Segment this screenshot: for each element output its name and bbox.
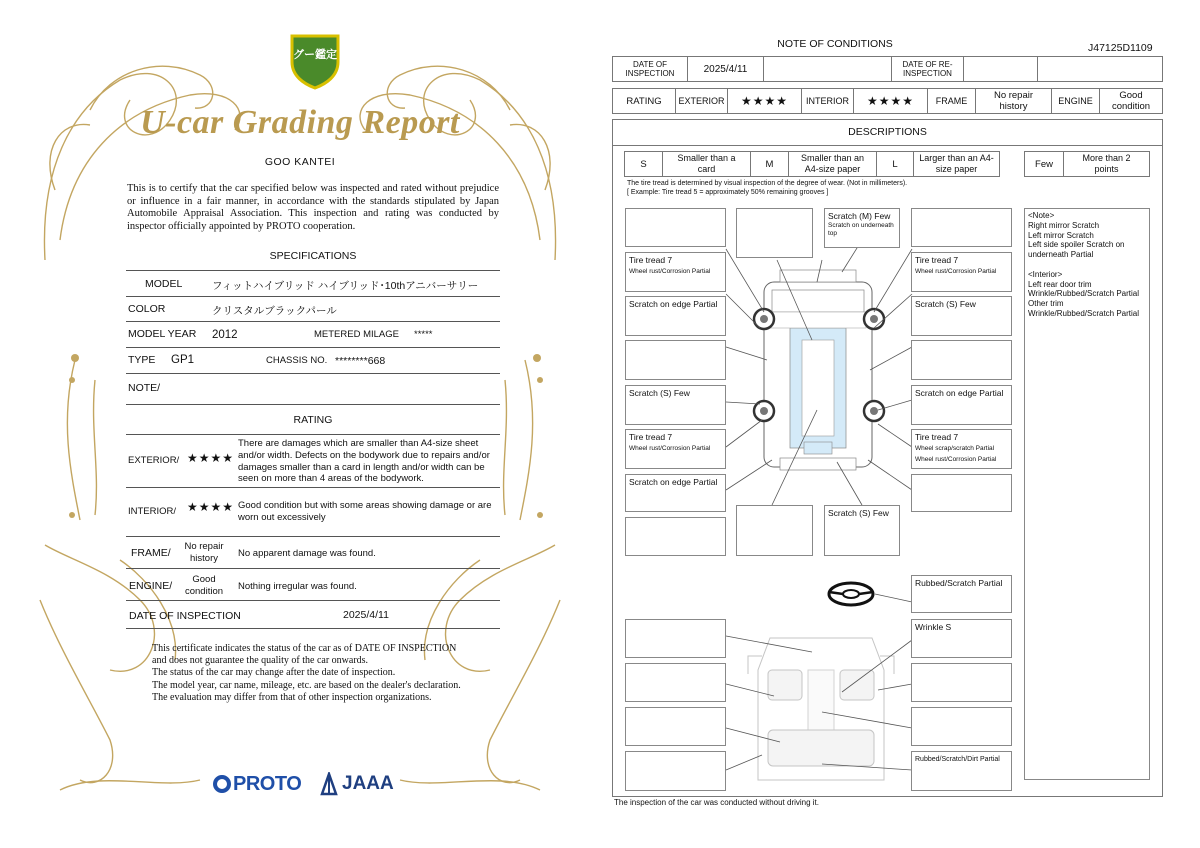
frame-value: No repair history (975, 89, 1051, 113)
damage-box-empty (625, 208, 726, 247)
frame-label: FRAME/ (131, 547, 171, 559)
engine-value: Good condition (184, 574, 224, 597)
steering-wheel-icon (829, 583, 873, 605)
damage-box-left-front-tire (625, 252, 726, 292)
damage-label: Tire tread 7 (915, 432, 959, 442)
jaaa-logo-text: JAAA (342, 773, 394, 794)
interior-label: INTERIOR (801, 89, 853, 113)
metered-mileage-label: METERED MILAGE (314, 329, 399, 340)
damage-label: Tire tread 7 (629, 432, 673, 442)
damage-box-left-scratch: Scratch (S) Few (625, 385, 726, 425)
legend-s-desc: Smaller than a card (662, 152, 750, 176)
interior-box-rubbed: Rubbed/Scratch/Dirt Partial (911, 751, 1012, 791)
engine-label: ENGINE (1051, 89, 1099, 113)
date-of-inspection-label: DATE OF INSPECTION (129, 610, 241, 622)
footer-line: This certificate indicates the status of the car as of DATE OF INSPECTION and does not guarantee the quality of the car onwards. (152, 643, 457, 667)
engine-description: Nothing irregular was found. (238, 581, 357, 592)
notes-panel: <Note> Right mirror Scratch Left mirror Scratch Left side spoiler Scratch on underneath Partial <Interior> Left rear door trim Wrinkle/Rubbed/Scratch Partial Other trim Wrinkle/Rubbed/Scratch Partial (1024, 208, 1150, 780)
frame-description: No apparent damage was found. (238, 548, 376, 559)
sheet-footer: The inspection of the car was conducted without driving it. (614, 798, 819, 807)
damage-box-empty (736, 505, 813, 556)
date-blank (763, 57, 891, 81)
interior-box-wrinkle: Wrinkle S (911, 619, 1012, 658)
damage-box-empty (736, 208, 813, 258)
legend-s: S (640, 158, 647, 170)
interior-box-empty (625, 751, 726, 791)
interior-box-empty (625, 663, 726, 702)
legend-l-desc: Larger than an A4-size paper (913, 152, 999, 176)
specifications-heading: SPECIFICATIONS (269, 250, 357, 262)
date-of-reinspection-label: DATE OF RE-INSPECTION (891, 57, 963, 81)
frame-label: FRAME (927, 89, 975, 113)
date-row (612, 56, 1163, 82)
damage-box-top (824, 208, 900, 248)
model-label: MODEL (145, 278, 183, 290)
damage-box-right-front-tire (911, 252, 1012, 292)
legend-few-desc: More than 2 points (1063, 152, 1149, 176)
car-top-view (754, 270, 884, 470)
type-value: GP1 (171, 354, 195, 366)
interior-box-empty (911, 707, 1012, 746)
damage-box-empty (625, 340, 726, 380)
legend-few: Few (1035, 158, 1053, 170)
sheet-title: NOTE OF CONDITIONS (777, 38, 893, 50)
date-of-inspection-value: 2025/4/11 (343, 609, 389, 621)
damage-box-right-edge: Scratch on edge Partial (911, 385, 1012, 425)
exterior-label: EXTERIOR/ (128, 455, 180, 466)
footer-line: The evaluation may differ from that of other inspection organizations. (152, 691, 432, 703)
damage-box-right-rear-tire (911, 429, 1012, 469)
engine-value: Good condition (1099, 89, 1162, 113)
color-label: COLOR (128, 303, 166, 315)
descriptions-heading: DESCRIPTIONS (848, 126, 927, 138)
interior-stars: ★★★★ (187, 500, 235, 514)
divider (613, 145, 1162, 146)
engine-label: ENGINE/ (129, 580, 173, 592)
damage-size-legend (624, 151, 1000, 177)
damage-box-empty (911, 340, 1012, 380)
report-subtitle: GOO KANTEI (264, 156, 336, 168)
rating-label: RATING (626, 95, 662, 107)
certification-statement: This is to certify that the car specified below was inspected and rated without prejudice or influence in a fair manner, in accordance with the standards stipulated by Japan Automobile Appraisal Association. This inspection and rating was conducted by inspector officially appointed by PROTO cooperation. (127, 183, 499, 232)
damage-box-left-edge-front: Scratch on edge Partial (625, 296, 726, 336)
type-label: TYPE (128, 354, 156, 366)
exterior-stars: ★★★★ (727, 89, 801, 113)
interior-box-empty (911, 663, 1012, 702)
damage-sublabel: Scratch on underneath top (828, 222, 894, 237)
badge-label: グー鑑定 (293, 49, 337, 61)
damage-box-left-rear-tire (625, 429, 726, 469)
legend-l: L (876, 152, 913, 176)
damage-sublabel: Wheel scrap/scratch Partial (915, 445, 995, 452)
chassis-value: ********668 (335, 355, 386, 367)
date-of-inspection-value: 2025/4/11 (687, 57, 763, 81)
interior-box-empty (625, 707, 726, 746)
damage-sublabel: Wheel rust/Corrosion Partial (629, 268, 711, 275)
car-interior-view (748, 638, 894, 780)
few-legend (1024, 151, 1150, 177)
damage-label: Tire tread 7 (629, 255, 673, 265)
report-title: U-car Grading Report (140, 104, 460, 141)
damage-label: Tire tread 7 (915, 255, 959, 265)
footer-line: The model year, car name, mileage, etc. are based on the dealer's declaration. (152, 679, 461, 691)
chassis-label: CHASSIS NO. (266, 355, 328, 366)
rating-heading: RATING (293, 414, 333, 426)
damage-box-steering: Rubbed/Scratch Partial (911, 575, 1012, 613)
reinspection-blank (1037, 57, 1162, 81)
damage-box-left-edge-rear: Scratch on edge Partial (625, 474, 726, 512)
legend-m-desc: Smaller than an A4-size paper (788, 152, 876, 176)
damage-box-empty (625, 517, 726, 556)
damage-box-bottom: Scratch (S) Few (824, 505, 900, 556)
exterior-stars: ★★★★ (187, 451, 235, 465)
exterior-label: EXTERIOR (675, 89, 727, 113)
proto-logo-text: PROTO (233, 772, 302, 795)
damage-box-empty (911, 474, 1012, 512)
tire-note: The tire tread is determined by visual inspection of the degree of wear. (Not in millimeters). (627, 180, 908, 187)
interior-stars: ★★★★ (853, 89, 927, 113)
damage-box-right-scratch: Scratch (S) Few (911, 296, 1012, 336)
reinspection-value (963, 57, 1037, 81)
interior-box-empty (625, 619, 726, 658)
damage-sublabel: Wheel rust/Corrosion Partial (915, 456, 997, 463)
metered-mileage-value: ***** (414, 329, 433, 340)
rating-row (612, 88, 1163, 114)
legend-m: M (750, 152, 788, 176)
sheet-reference: J47125D1109 (1088, 42, 1153, 54)
model-year-value: 2012 (212, 329, 238, 341)
damage-label: Scratch (M) Few (828, 211, 891, 221)
interior-label: INTERIOR/ (128, 506, 177, 517)
date-of-inspection-label: DATE OF INSPECTION (625, 60, 675, 78)
note-label: NOTE/ (128, 382, 161, 394)
damage-box-empty (911, 208, 1012, 247)
exterior-description: There are damages which are smaller than A4-size sheet and/or width. Defects on the bodywork due to repairs and/or damages smaller than a card in length and/or width can be seen on more than 4 areas of the bodywork. (238, 438, 490, 485)
model-year-label: MODEL YEAR (128, 328, 197, 340)
interior-description: Good condition but with some areas showing damage or are worn out excessively (238, 500, 492, 523)
frame-value: No repair history (184, 541, 224, 564)
color-value: クリスタルブラックパール (212, 305, 337, 317)
damage-sublabel: Wheel rust/Corrosion Partial (629, 445, 711, 452)
tire-example: [ Example: Tire tread 5 = approximately 50% remaining grooves ] (627, 189, 829, 196)
model-value: フィットハイブリッド ハイブリッド･10thアニバーサリー (212, 280, 479, 292)
damage-sublabel: Wheel rust/Corrosion Partial (915, 268, 997, 275)
footer-line: The status of the car may change after the date of inspection. (152, 667, 396, 679)
